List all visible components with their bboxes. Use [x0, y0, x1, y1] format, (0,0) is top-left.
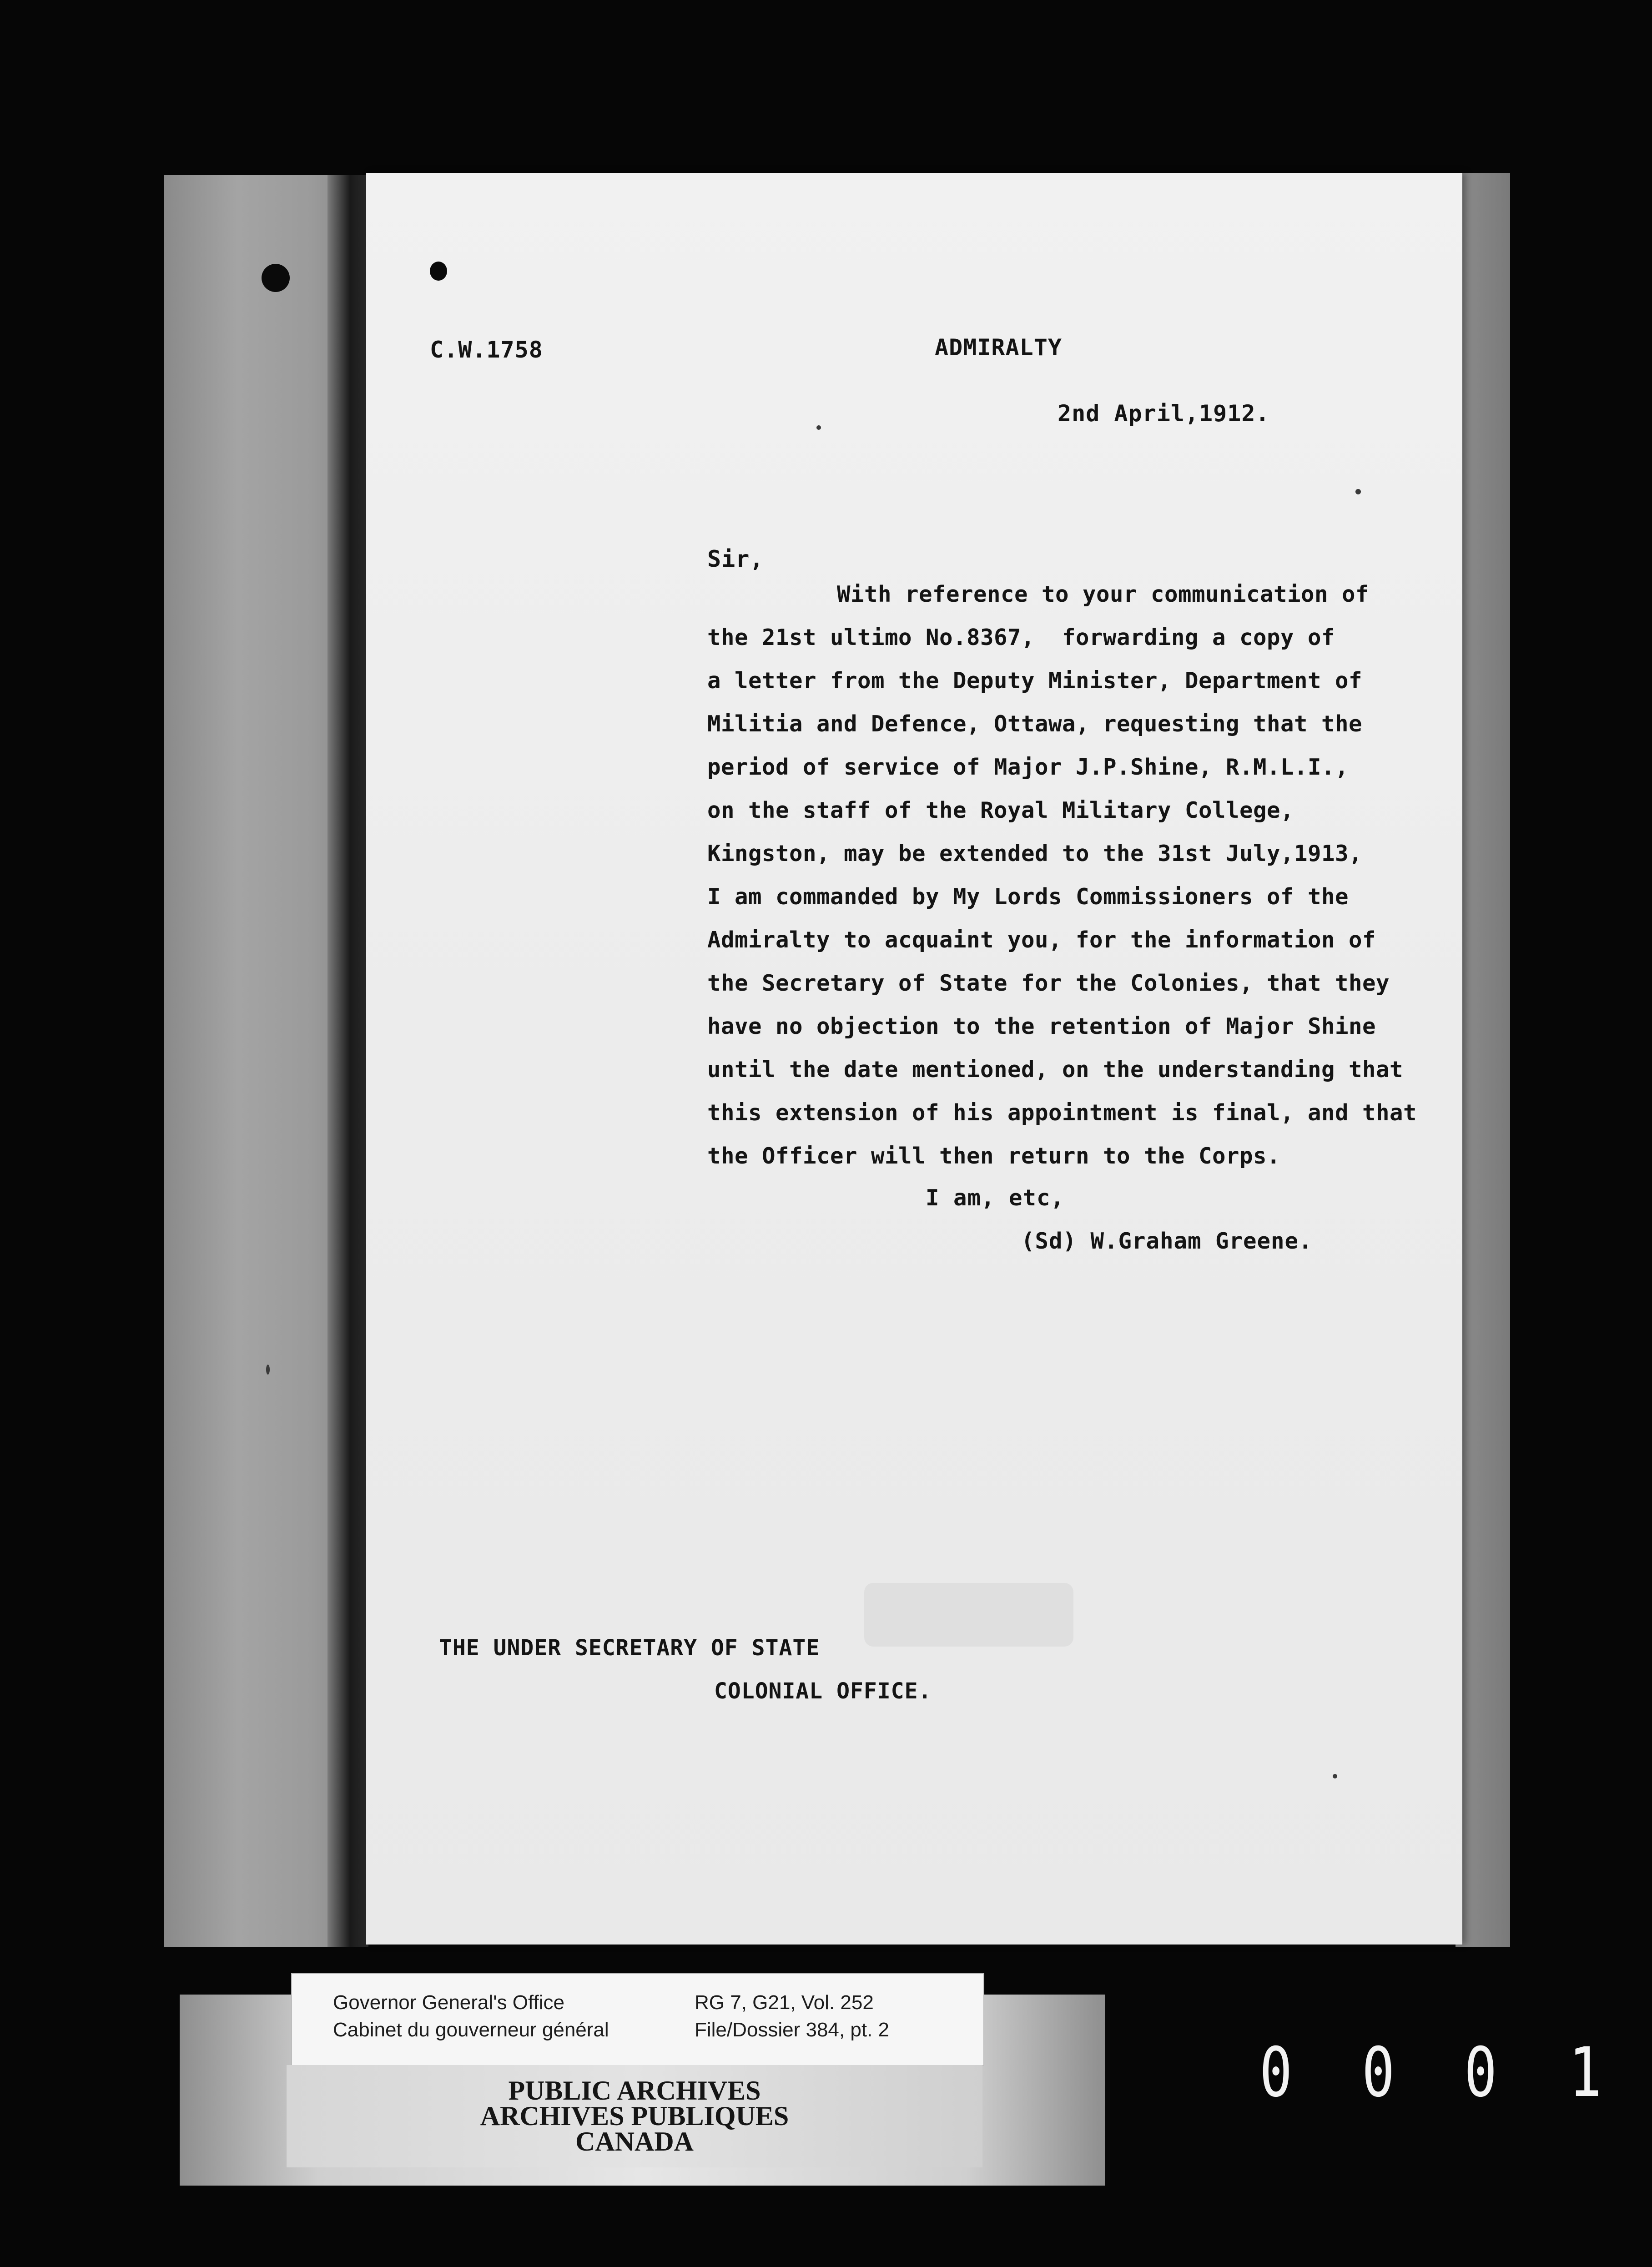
- body-line: on the staff of the Royal Military College,: [707, 797, 1294, 823]
- faint-stamp-mark: [864, 1583, 1073, 1647]
- speck: [1333, 1774, 1337, 1778]
- letter-date: 2nd April,1912.: [1058, 400, 1270, 427]
- punch-hole: [262, 264, 290, 292]
- frame-number-digit: 1: [1569, 2033, 1602, 2112]
- file-number: File/Dossier 384, pt. 2: [695, 2019, 889, 2041]
- office-name-english: Governor General's Office: [333, 1991, 564, 2014]
- department-heading: ADMIRALTY: [935, 334, 1062, 361]
- office-name-french: Cabinet du gouverneur général: [333, 2019, 609, 2041]
- body-line: have no objection to the retention of Major Shine: [707, 1013, 1376, 1039]
- archives-stamp-card: [287, 2065, 982, 2167]
- archives-line-1: PUBLIC ARCHIVES: [508, 2076, 761, 2106]
- body-line: the Officer will then return to the Corps.: [707, 1143, 1281, 1169]
- speck: [266, 1365, 270, 1375]
- body-line: the Secretary of State for the Colonies, that they: [707, 970, 1390, 996]
- closing: I am, etc,: [926, 1185, 1065, 1211]
- body-line: until the date mentioned, on the understanding that: [707, 1057, 1404, 1083]
- speck: [816, 425, 821, 430]
- body-line: Militia and Defence, Ottawa, requesting that the: [707, 711, 1363, 737]
- frame-number-digit: 0: [1464, 2033, 1497, 2112]
- body-line: Admiralty to acquaint you, for the information of: [707, 927, 1376, 953]
- backing-sheet-right: [1456, 173, 1510, 1947]
- body-line: Kingston, may be extended to the 31st July,1913,: [707, 841, 1363, 866]
- addressee-line-1: THE UNDER SECRETARY OF STATE: [439, 1635, 820, 1661]
- signature: (Sd) W.Graham Greene.: [1021, 1228, 1313, 1254]
- archives-line-3: CANADA: [575, 2126, 694, 2156]
- speck: [1355, 489, 1361, 494]
- body-line: a letter from the Deputy Minister, Department of: [707, 668, 1363, 694]
- body-line: the 21st ultimo No.8367, forwarding a copy of: [707, 625, 1335, 650]
- archive-reference-card: [291, 1973, 984, 2066]
- body-line: With reference to your communication of: [837, 581, 1370, 607]
- backing-sheet: [164, 175, 348, 1947]
- salutation: Sir,: [707, 546, 764, 572]
- reference-number: C.W.1758: [430, 337, 543, 363]
- binding-shadow: [327, 175, 368, 1947]
- punch-hole: [430, 262, 447, 281]
- record-group: RG 7, G21, Vol. 252: [695, 1991, 874, 2014]
- body-line: this extension of his appointment is final, and that: [707, 1100, 1417, 1126]
- body-line: I am commanded by My Lords Commissioners of the: [707, 884, 1349, 910]
- frame-number-digit: 0: [1362, 2033, 1395, 2112]
- archives-line-2: ARCHIVES PUBLIQUES: [480, 2101, 789, 2131]
- frame-number-digit: 0: [1259, 2033, 1293, 2112]
- body-line: period of service of Major J.P.Shine, R.M.L.I.,: [707, 754, 1349, 780]
- addressee-line-2: COLONIAL OFFICE.: [714, 1678, 932, 1704]
